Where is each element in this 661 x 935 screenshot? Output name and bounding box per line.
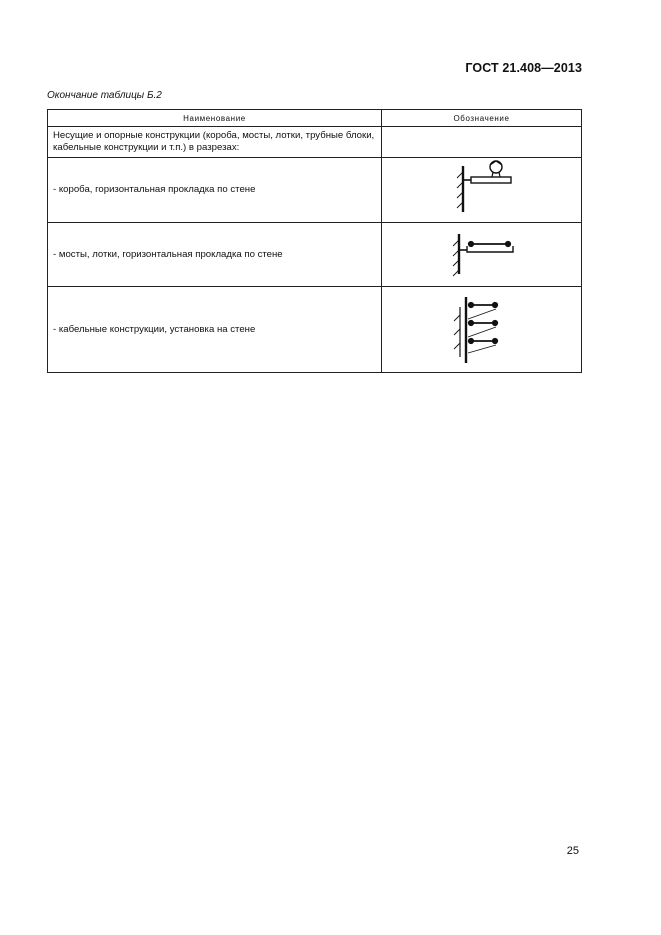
wall-box-symbol-icon: [447, 160, 517, 220]
row-name: - мосты, лотки, горизонтальная прокладка по стене: [48, 223, 382, 287]
column-header-symbol: Обозначение: [382, 110, 582, 127]
document-code: ГОСТ 21.408—2013: [465, 61, 582, 75]
table-row: [48, 158, 582, 223]
table-row: [48, 223, 582, 287]
row-name: - короба, горизонтальная прокладка по стене: [48, 158, 382, 223]
symbols-table: [47, 109, 582, 373]
empty-symbol-cell: [382, 127, 582, 158]
table-header-row: [48, 110, 582, 127]
row-name: - кабельные конструкции, установка на стене: [48, 287, 382, 373]
row-symbol: [382, 158, 582, 223]
intro-text: Несущие и опорные конструкции (короба, мосты, лотки, трубные блоки, кабельные конструкции и т.п.) в разрезах:: [48, 127, 382, 158]
row-symbol: [382, 223, 582, 287]
table-row: [48, 127, 582, 158]
table-row: [48, 287, 582, 373]
page-number: 25: [566, 845, 579, 857]
wall-cable-structure-symbol-icon: [450, 295, 514, 365]
wall-tray-symbol-icon: [447, 232, 517, 278]
column-header-name: Наименование: [48, 110, 382, 127]
row-symbol: [382, 287, 582, 373]
table-caption: Окончание таблицы Б.2: [47, 90, 162, 101]
